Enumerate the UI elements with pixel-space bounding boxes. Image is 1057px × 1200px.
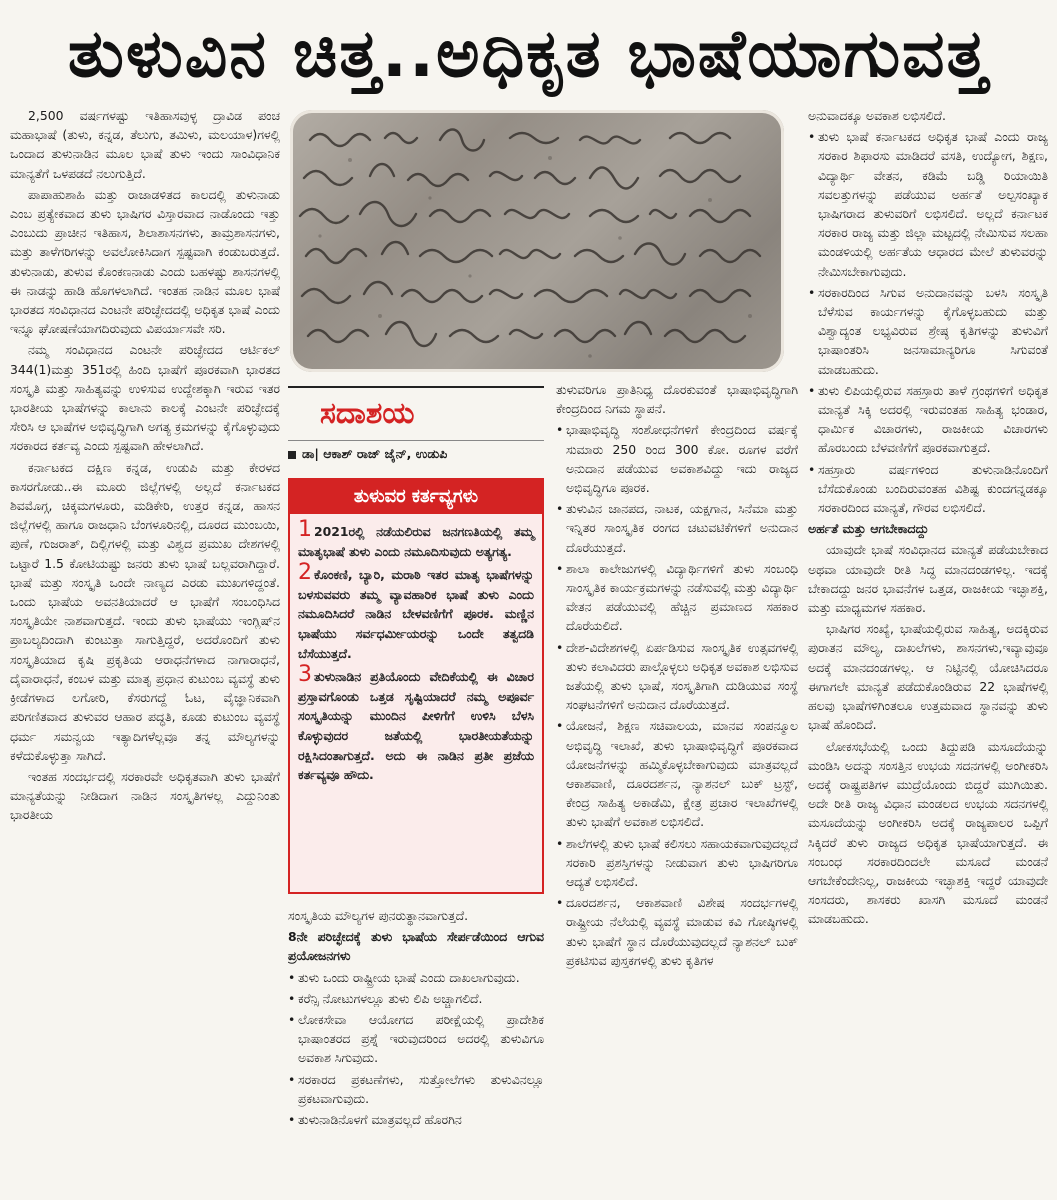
paragraph: ಸಂಸ್ಕೃತಿಯ ಮೌಲ್ಯಗಳ ಪುನರುತ್ಥಾನವಾಗುತ್ತದೆ. xyxy=(288,908,469,923)
benefit-item: • ಯೋಜನೆ, ಶಿಕ್ಷಣ ಸಚಿವಾಲಯ, ಮಾನವ ಸಂಪನ್ಮೂಲ ಅಭಿವೃದ್ಧಿ ಇಲಾಖೆ, ತುಳು ಭಾಷಾಭಿವೃದ್ಧಿಗೆ ಪೂರಕವಾದ ಯೋಜನೆಗಳನ್ನು ಹಮ್ಮಿಕೊಳ್ಳಬೇಕಾಗುವುದು ಮಾತ್ರವಲ್ಲದೆ ಆಕಾಶವಾಣಿ, ದೂರದರ್ಶನ, ನ್ಯಾಶನಲ್ ಬುಕ್ ಟ್ರಸ್ಟ್, ಕೇಂದ್ರ ಸಾಹಿತ್ಯ ಅಕಾಡೆಮಿ, ಕ್ಷೇತ್ರ ಪ್ರಚಾರ ಇಲಾಖೆಗಳಲ್ಲಿ ತುಳು ಭಾಷೆಗೆ ಅವಕಾಶ ಲಭಿಸಲಿದೆ. xyxy=(556,716,798,831)
duties-box xyxy=(288,478,544,894)
paragraph: ಪಾಪಾಹುಶಾಹಿ ಮತ್ತು ರಾಜಾಡಳಿತದ ಕಾಲದಲ್ಲಿ ತುಳುನಾಡು ಎಂಬ ಪ್ರತ್ಯೇಕವಾದ ತುಳು ಭಾಷಿಗರ ವಿಸ್ತಾರವಾದ ನಾಡೊಂದು ಇತ್ತು ಎಂಬುದು ಪ್ರಾಚೀನ ಇತಿಹಾಸ, ಶಿಲಾಶಾಸನಗಳು, ತಾಮ್ರಶಾಸನಗಳು, ಮತ್ತು ತಾಳೆಗರಿಗಳನ್ನು ಅವಲೋಕಿಸಿದಾಗ ಸ್ಪಷ್ಟವಾಗಿ ಕಂಡುಬರುತ್ತದೆ. ತುಳುನಾಡು, ತುಳುವ ಕೊಂಕಣನಾಡು ಎಂದು ಬಹಳಷ್ಟು ಶಾಸನಗಳಲ್ಲಿ ಈ ನಾಡನ್ನು ಹಾಡಿ ಹೊಗಳಲಾಗಿದೆ. ಇಂತಹ ನಾಡಿನ ಮೂಲ ಭಾಷೆ ಭಾರತದ ಸಂವಿಧಾನದ ಎಂಟನೇ ಪರಿಚ್ಛೇದದಲ್ಲಿ ಅಧಿಕೃತ ಭಾಷೆ ಎಂದು ಇನ್ನೂ ಘೋಷಣೆಯಾಗದಿರುವುದು ವಿಪರ್ಯಾಸವೇ ಸರಿ. xyxy=(10,186,280,337)
section-rule xyxy=(288,386,544,388)
duty-number: 2 xyxy=(298,560,312,586)
benefit-item: • ಭಾಷಾಭಿವೃದ್ಧಿ ಸಂಶೋಧನೆಗಳಿಗೆ ಕೇಂದ್ರದಿಂದ ವರ್ಷಕ್ಕೆ ಸುಮಾರು 250 ರಿಂದ 300 ಕೋ. ರೂಗಳ ವರೆಗೆ ಅನುದಾನ ಪಡೆಯುವ ಅವಕಾಶವಿದ್ದು ಇದು ರಾಜ್ಯದ ಅಭಿವೃದ್ಧಿಗೂ ಪೂರಕ. xyxy=(556,420,798,497)
benefit-item: • ಶಾಲೆಗಳಲ್ಲಿ ತುಳು ಭಾಷೆ ಕಲಿಸಲು ಸಹಾಯಕವಾಗುವುದಲ್ಲದೆ ಸರಕಾರಿ ಪ್ರಶಸ್ತಿಗಳನ್ನು ನೀಡುವಾಗ ತುಳು ಭಾಷಿಗರಿಗೂ ಆದ್ಯತೆ ಲಭಿಸಲಿದೆ. xyxy=(556,834,798,892)
duty-item xyxy=(298,560,534,663)
paragraph: ಭಾಷಿಗರ ಸಂಖ್ಯೆ, ಭಾಷೆಯಲ್ಲಿರುವ ಸಾಹಿತ್ಯ, ಅದಕ್ಕಿರುವ ಪುರಾತನ ಮೌಲ್ಯ, ದಾಖಲೆಗಳು, ಶಾಸನಗಳು,ಇವ್ಯಾವುವೂ ಅದಕ್ಕೆ ಮಾನದಂಡಗಳಲ್ಲ. ಆ ನಿಟ್ಟಿನಲ್ಲಿ ಯೋಚಿಸಿದರೂ ಈಗಾಗಲೇ ಮಾನ್ಯತೆ ಪಡೆದುಕೊಂಡಿರುವ 22 ಭಾಷೆಗಳಲ್ಲಿ ಹಲವು ಭಾಷೆಗಳಿಗಿಂತಲೂ ಉತ್ತಮವಾದ ಸ್ಥಾನವನ್ನು ತುಳು ಭಾಷೆ ಹೊಂದಿದೆ. xyxy=(808,621,1048,733)
duty-text: ತುಳುನಾಡಿನ ಪ್ರತಿಯೊಂದು ವೇದಿಕೆಯಲ್ಲಿ ಈ ವಿಚಾರ ಪ್ರಸ್ತಾವಗೊಂಡು ಒತ್ತಡ ಸೃಷ್ಟಿಯಾದರೆ ನಮ್ಮ ಅಪೂರ್ವ ಸಂಸ್ಕೃತಿಯನ್ನು ಮುಂದಿನ ಪೀಳಿಗೆಗೆ ಉಳಿಸಿ ಬೆಳಸಿ ಕೊಳ್ಳುವುದರ ಜತೆಯಲ್ಲಿ ಭಾರತೀಯತೆಯನ್ನು ರಕ್ಷಿಸಿದಂತಾಗುತ್ತದೆ. ಅದು ಈ ನಾಡಿನ ಪ್ರತೀ ಪ್ರಜೆಯ ಕರ್ತವ್ಯವೂ ಹೌದು. xyxy=(298,669,534,783)
benefit-item: • ತುಳು ಲಿಪಿಯಲ್ಲಿರುವ ಸಹಸ್ರಾರು ತಾಳೆ ಗ್ರಂಥಗಳಿಗೆ ಅಧಿಕೃತ ಮಾನ್ಯತೆ ಸಿಕ್ಕಿ ಅದರಲ್ಲಿ ಇರುವಂತಹ ಸಾಹಿತ್ಯ ಭಂಡಾರ, ಧಾರ್ಮಿಕ ವಿಚಾರಗಳು, ರಾಜಕೀಯ ವಿಚಾರಗಳು ಹೊರಬಂದು ಬೆಳವಣಿಗೆಗೆ ಪೂರಕವಾಗುತ್ತದೆ. xyxy=(808,381,1048,458)
paragraph: ಕರ್ನಾಟಕದ ದಕ್ಷಿಣ ಕನ್ನಡ, ಉಡುಪಿ ಮತ್ತು ಕೇರಳದ ಕಾಸರಗೋಡು..ಈ ಮೂರು ಜಿಲ್ಲೆಗಳಲ್ಲಿ ಅಲ್ಲದೆ ಕರ್ನಾಟಕದ ಶಿವಮೊಗ್ಗ, ಚಿಕ್ಕಮಗಳೂರು, ಮಡಿಕೇರಿ, ಉತ್ತರ ಕನ್ನಡ, ಹಾಸನ ಜಿಲ್ಲೆಗಳಲ್ಲಿ ಹಾಗೂ ರಾಜಧಾನಿ ಬೆಂಗಳೂರಿನಲ್ಲಿ, ದೂರದ ಮುಂಬಯಿ, ಪುಣೆ, ಗುಜರಾತ್, ದಿಲ್ಲಿಗಳಲ್ಲಿ ಮತ್ತು ವಿಶ್ವದ ಪ್ರಮುಖ ದೇಶಗಳಲ್ಲಿ ಒಟ್ಟಾರೆ 1.5 ಕೋಟಿಯಷ್ಟು ಜನರು ತುಳು ಭಾಷೆ ಬಲ್ಲವರಾಗಿದ್ದಾರೆ. ಭಾಷೆ ಮತ್ತು ಸಂಸ್ಕೃತಿ ಒಂದೇ ನಾಣ್ಯದ ಎರಡು ಮುಖಗಳಿದ್ದಂತೆ. ಒಂದು ಭಾಷೆಯ ಅವನತಿಯಾದರೆ ಆ ಭಾಷೆಗೆ ಸಂಬಂಧಿಸಿದ ಸಂಸ್ಕೃತಿಯೇ ನಾಶವಾಗುತ್ತದೆ. ಇಂದು ತುಳು ಭಾಷೆಯು ಇಂಗ್ಲಿಷ್‌ನ ಪ್ರಾಬಲ್ಯದಿಂದಾಗಿ ಕುಂಟುತ್ತಾ ಸಾಗುತ್ತಿದ್ದರೆ, ಅದರೊಂದಿಗೆ ತುಳು ಸಂಸ್ಕೃತಿಯಾದ ಕೃಷಿ ಪ್ರಕೃತಿಯ ಆರಾಧನೆಗಳಾದ ನಾಗಾರಾಧನೆ, ದೈವಾರಾಧನೆ, ಕಂಬಳ ಮತ್ತು ಮಾತೃ ಪ್ರಧಾನ ಕುಟುಂಬ ವ್ಯವಸ್ಥೆ ತುಳು ಕ್ರೀಡೆಗಳಾದ ಲಗೋರಿ, ಕೆಸರುಗದ್ದೆ ಓಟ, ವೈಜ್ಞಾನಿಕವಾಗಿ ಪರಿಗಣಿತವಾದ ತುಳುವರ ಆಹಾರ ಪದ್ಧತಿ, ಕೂಡು ಕುಟುಂಬ ವ್ಯವಸ್ಥೆ ಧರ್ಮ ಸಮನ್ವಯ ಇತ್ಯಾದಿಗಳೆಲ್ಲವೂ ತನ್ನ ಮೌಲ್ಯಗಳನ್ನು ಕಳೆದುಕೊಳ್ಳುತ್ತಾ ಸಾಗಿದೆ. xyxy=(10,459,280,763)
benefit-item: • ತುಳು ಭಾಷೆ ಕರ್ನಾಟಕದ ಅಧಿಕೃತ ಭಾಷೆ ಎಂದು ರಾಜ್ಯ ಸರಕಾರ ಶಿಫಾರಸು ಮಾಡಿದರೆ ವಸತಿ, ಉದ್ಯೋಗ, ಶಿಕ್ಷಣ, ವಿದ್ಯಾರ್ಥಿ ವೇತನ, ಕಡಿಮೆ ಬಡ್ಡಿ ರಿಯಾಯಿತಿ ಸವಲತ್ತುಗಳನ್ನು ಪಡೆಯುವ ಅರ್ಹತೆ ಅಲ್ಪಸಂಖ್ಯಾಕ ಭಾಷಿಗರಾದ ತುಳುವರಿಗೆ ಲಭಿಸಲಿದೆ. ಅಲ್ಲದೆ ಕರ್ನಾಟಕ ಸರಕಾರ ರಾಜ್ಯ ಮತ್ತು ಜಿಲ್ಲಾ ಮಟ್ಟದಲ್ಲಿ ನೇಮಿಸುವ ಸಲಹಾ ಮಂಡಳಿಯಲ್ಲಿ ಅರ್ಹತೆಯ ಆಧಾರದ ಮೇಲೆ ತುಳುವರನ್ನು ನೇಮಿಸಬೇಕಾಗುವುದು. xyxy=(808,127,1048,281)
duty-item xyxy=(298,662,534,785)
paragraph: ನಮ್ಮ ಸಂವಿಧಾನದ ಎಂಟನೇ ಪರಿಚ್ಛೇದದ ಆರ್ಟಿಕಲ್ 344(1)ಮತ್ತು 351ರಲ್ಲಿ ಹಿಂದಿ ಭಾಷೆಗೆ ಪೂರಕವಾಗಿ ಭಾರತದ ಸಂಸ್ಕೃತಿ ಮತ್ತು ಸಾಹಿತ್ಯವನ್ನು ಉಳಿಸುವ ಉದ್ದೇಶಕ್ಕಾಗಿ ಇರುವ ಇತರ ಭಾರತೀಯ ಭಾಷೆಗಳನ್ನು ಕಾಲಾನು ಕಾಲಕ್ಕೆ ಎಂಟನೇ ಪರಿಚ್ಛೇದಕ್ಕೆ ಸೇರಿಸಿ ಆ ಭಾಷೆಗಳ ಅಭಿವೃದ್ಧಿಗಾಗಿ ಅಗತ್ಯ ಕ್ರಮಗಳನ್ನು ಕೈಗೊಳ್ಳುವುದು ಸರಕಾರದ ಕರ್ತವ್ಯ ಎಂದು ಸ್ಪಷ್ಟವಾಗಿ ಹೇಳಲಾಗಿದೆ. xyxy=(10,342,280,454)
article-column-1 xyxy=(10,106,280,1191)
benefit-item: • ಲೋಕಸೇವಾ ಆಯೋಗದ ಪರೀಕ್ಷೆಯಲ್ಲಿ ಪ್ರಾದೇಶಿಕ ಭಾಷಾಂತರದ ಪ್ರಶ್ನೆ ಇರುವುದರಿಂದ ಅದರಲ್ಲಿ ತುಳುವಿಗೂ ಅವಕಾಶ ಸಿಗುವುದು. xyxy=(288,1010,544,1068)
headline: ತುಳುವಿನ ಚಿತ್ತ..ಅಧಿಕೃತ ಭಾಷೆಯಾಗುವತ್ತ xyxy=(67,14,990,92)
benefit-item: • ತುಳುವಿನ ಜಾನಪದ, ನಾಟಕ, ಯಕ್ಷಗಾನ, ಸಿನೆಮಾ ಮತ್ತು ಇನ್ನಿತರ ಸಾಂಸ್ಕೃತಿಕ ರಂಗದ ಚಟುವಟಿಕೆಗಳಿಗೆ ಅನುದಾನ ದೊರೆಯುತ್ತದೆ. xyxy=(556,499,798,557)
eligibility-subheading: ಅರ್ಹತೆ ಮತ್ತು ಆಗಬೇಕಾದದ್ದು xyxy=(808,521,929,537)
benefit-item: • ಸರಕಾರದ ಪ್ರಕಟಣೆಗಳು, ಸುತ್ತೋಲೆಗಳು ತುಳುವಿನಲ್ಲೂ ಪ್ರಕಟವಾಗುವುದು. xyxy=(288,1070,544,1108)
benefit-item: • ಶಾಲಾ ಕಾಲೇಜುಗಳಲ್ಲಿ ವಿದ್ಯಾರ್ಥಿಗಳಿಗೆ ತುಳು ಸಂಬಂಧಿ ಸಾಂಸ್ಕೃತಿಕ ಕಾರ್ಯಕ್ರಮಗಳನ್ನು ನಡೆಸುವಲ್ಲಿ ಮತ್ತು ವಿದ್ಯಾರ್ಥಿ ವೇತನ ಪಡೆಯುವಲ್ಲಿ ಹೆಚ್ಚಿನ ಪ್ರಮಾಣದ ಸಹಕಾರ ದೊರೆಯಲಿದೆ. xyxy=(556,559,798,636)
article-column-2 xyxy=(288,906,544,1191)
benefit-item: • ದೂರದರ್ಶನ, ಆಕಾಶವಾಣಿ ವಿಶೇಷ ಸಂದರ್ಭಗಳಲ್ಲಿ ರಾಷ್ಟ್ರೀಯ ನೆಲೆಯಲ್ಲಿ ವ್ಯವಸ್ಥೆ ಮಾಡುವ ಕವಿ ಗೋಷ್ಠಿಗಳಲ್ಲಿ ತುಳು ಭಾಷೆಗೆ ಸ್ಥಾನ ದೊರೆಯುವುದಲ್ಲದೆ ನ್ಯಾಶನಲ್ ಬುಕ್ ಪ್ರಕಟಿಸುವ ಪುಸ್ತಕಗಳಲ್ಲಿ ತುಳು ಕೃತಿಗಳ xyxy=(556,893,798,970)
inscription-photo xyxy=(290,110,784,372)
benefit-item: • ದೇಶ-ವಿದೇಶಗಳಲ್ಲಿ ಏರ್ಪಡಿಸುವ ಸಾಂಸ್ಕೃತಿಕ ಉತ್ಸವಗಳಲ್ಲಿ ತುಳು ಕಲಾವಿದರು ಪಾಲ್ಗೊಳ್ಳಲು ಅಧಿಕೃತ ಅವಕಾಶ ಲಭಿಸುವ ಜತೆಯಲ್ಲಿ ತುಳು ಭಾಷೆ, ಸಂಸ್ಕೃತಿಗಾಗಿ ದುಡಿಯುವ ಸಂಸ್ಥೆ ಸಂಘಟನೆಗಳಿಗೆ ಅನುದಾನ ದೊರೆಯುತ್ತದೆ. xyxy=(556,638,798,715)
article-column-3 xyxy=(556,380,798,1192)
author-byline xyxy=(288,446,544,468)
paragraph: ತುಳುವರಿಗೂ ಪ್ರಾತಿನಿಧ್ಯ ದೊರಕುವಂತೆ ಭಾಷಾಭಿವೃದ್ಧಿಗಾಗಿ ಕೇಂದ್ರದಿಂದ ನಿಗಮ ಸ್ಥಾಪನೆ. xyxy=(556,382,798,417)
paragraph: ಇಂತಹ ಸಂದರ್ಭದಲ್ಲಿ ಸರಕಾರವೇ ಅಧಿಕೃತವಾಗಿ ತುಳು ಭಾಷೆಗೆ ಮಾನ್ಯತೆಯನ್ನು ನೀಡಿದಾಗ ನಾಡಿನ ಸಂಸ್ಕೃತಿಗಳಲ್ಲ ಎದ್ದುನಿಂತು ಭಾರತೀಯ xyxy=(10,768,280,823)
article-column-4 xyxy=(808,106,1048,1191)
duty-text: 2021ರಲ್ಲಿ ನಡೆಯಲಿರುವ ಜನಗಣತಿಯಲ್ಲಿ ತಮ್ಮ ಮಾತೃಭಾಷೆ ತುಳು ಎಂದು ನಮೂದಿಸುವುದು ಅತ್ಯಗತ್ಯ. xyxy=(298,524,534,559)
duty-number: 1 xyxy=(298,517,312,542)
benefits-subheading: 8ನೇ ಪರಿಚ್ಛೇದಕ್ಕೆ ತುಳು ಭಾಷೆಯ ಸೇರ್ಪಡೆಯಿಂದ ಆಗುವ ಪ್ರಯೋಜನಗಳು xyxy=(288,929,544,964)
duties-box-body xyxy=(298,517,534,787)
duty-text: ಕೊಂಕಣಿ, ಬ್ಯಾರಿ, ಮರಾಠಿ ಇತರ ಮಾತೃ ಭಾಷೆಗಳನ್ನು ಬಳಸುವವರು ತಮ್ಮ ವ್ಯಾವಹಾರಿಕ ಭಾಷೆ ತುಳು ಎಂದು ನಮೂದಿಸಿದರೆ ನಾಡಿನ ಬೇಳವಣಿಗೆಗೆ ಪೂರಕ. ಮಣ್ಣಿನ ಭಾಷೆಯು ಸರ್ವಧರ್ಮೀಯರನ್ನು ಒಂದೇ ತತ್ವದಡಿ ಬೆಸೆಯುತ್ತದೆ. xyxy=(298,567,534,661)
paragraph: ಅನುವಾದಕ್ಕೂ ಅವಕಾಶ ಲಭಿಸಲಿದೆ. xyxy=(808,108,946,123)
paragraph: ಲೋಕಸಭೆಯಲ್ಲಿ ಒಂದು ತಿದ್ದುಪಡಿ ಮಸೂದೆಯನ್ನು ಮಂಡಿಸಿ ಅದನ್ನು ಸಂಸತ್ತಿನ ಉಭಯ ಸದನಗಳಲ್ಲಿ ಅಂಗೀಕರಿಸಿ ಅದಕ್ಕೆ ರಾಷ್ಟ್ರಪತಿಗಳ ಮುದ್ರೆಯೊಂದು ಬಿದ್ದರೆ ಮುಗಿಯಿತು. ಅದೇ ರೀತಿ ರಾಜ್ಯ ವಿಧಾನ ಮಂಡಲದ ಉಭಯ ಸದನಗಳಲ್ಲಿ ಮಸೂದೆಯನ್ನು ಅಂಗೀಕರಿಸಿ ಅದಕ್ಕೆ ರಾಜ್ಯಪಾಲರ ಒಪ್ಪಿಗೆ ಸಿಕ್ಕಿದರೆ ತುಳು ರಾಜ್ಯದ ಅಧಿಕೃತ ಭಾಷೆಯಾಗುತ್ತದೆ. ಈ ಸಂಬಂಧ ಸರಕಾರದಿಂದಲೇ ಮಸೂದೆ ಮಂಡನೆ ಆಗಬೇಕೆಂದೇನಿಲ್ಲ, ರಾಜಕೀಯ ಇಚ್ಛಾಶಕ್ತಿ ಇದ್ದರೆ ಯಾವುದೇ ಸಂಸದರು, ಶಾಸಕರು ಖಾಸಗಿ ಮಸೂದೆ ಮಂಡನೆ ಮಾಡಬಹುದು. xyxy=(808,738,1048,927)
duty-item xyxy=(298,517,534,561)
section-rule xyxy=(288,440,544,441)
benefit-item: • ಸರಕಾರದಿಂದ ಸಿಗುವ ಅನುದಾನವನ್ನು ಬಳಸಿ ಸಂಸ್ಕೃತಿ ಬೆಳೆಸುವ ಕಾರ್ಯಗಳನ್ನು ಕೈಗೊಳ್ಳಬಹುದು ಮತ್ತು ವಿಶ್ವಾದ್ಯಂತ ಲಭ್ಯವಿರುವ ಶ್ರೇಷ್ಠ ಕೃತಿಗಳನ್ನು ತುಳುವಿಗೆ ಭಾಷಾಂತರಿಸಿ ಜನಸಾಮಾನ್ಯರಿಗೂ ಸಿಗುವಂತೆ ಮಾಡಬಹುದು. xyxy=(808,283,1048,379)
paragraph: 2,500 ವರ್ಷಗಳಷ್ಟು ಇತಿಹಾಸವುಳ್ಳ ದ್ರಾವಿಡ ಪಂಚ ಮಹಾಭಾಷೆ (ತುಳು, ಕನ್ನಡ, ತೆಲುಗು, ತಮಿಳು, ಮಲಯಾಳ)ಗಳಲ್ಲಿ ಒಂದಾದ ತುಳುನಾಡಿನ ಮೂಲ ಭಾಷೆ ತುಳು ಇಂದು ಸಾಂವಿಧಾನಿಕ ಮಾನ್ಯತೆಗೆ ಒಳಪಡದೆ ನಲುಗುತ್ತಿದೆ. xyxy=(10,108,280,181)
paragraph: ಯಾವುದೇ ಭಾಷೆ ಸಂವಿಧಾನದ ಮಾನ್ಯತೆ ಪಡೆಯಬೇಕಾದ ಅಥವಾ ಯಾವುದೇ ರೀತಿ ಸಿದ್ಧ ಮಾನದಂಡಗಳಿಲ್ಲ. ಇದಕ್ಕೆ ಬೇಕಾದದ್ದು ಜನರ ಭಾವನೆಗಳ ಒತ್ತಡ, ರಾಜಕೀಯ ಇಚ್ಛಾಶಕ್ತಿ, ಮತ್ತು ಮಾಧ್ಯಮಗಳ ಸಹಕಾರ. xyxy=(808,542,1048,616)
column-name: ಸದಾಶಯ xyxy=(320,396,415,431)
inscription-texture xyxy=(290,110,784,372)
duty-number: 3 xyxy=(298,662,312,688)
benefit-item: • ತುಳುನಾಡಿನೊಳಗೆ ಮಾತ್ರವಲ್ಲದೆ ಹೊರಗಿನ xyxy=(288,1110,544,1129)
duties-box-title: ತುಳುವರ ಕರ್ತವ್ಯಗಳು xyxy=(290,480,542,514)
square-bullet-icon xyxy=(288,451,296,459)
author-name: ಡಾ| ಆಕಾಶ್ ರಾಜ್ ಜೈನ್, ಉಡುಪಿ xyxy=(302,446,448,461)
benefit-item: • ಸಹಸ್ರಾರು ವರ್ಷಗಳಿಂದ ತುಳುನಾಡಿನೊಂದಿಗೆ ಬೆಸೆದುಕೊಂಡು ಬಂದಿರುವಂತಹ ವಿಶಿಷ್ಟ ಕುಂದಗನ್ನಡಕ್ಕೂ ಸರಕಾರದಿಂದ ಮಾನ್ಯತೆ, ಗೌರವ ಲಭಿಸಲಿದೆ. xyxy=(808,460,1048,518)
benefit-item: • ತುಳು ಒಂದು ರಾಷ್ಟ್ರೀಯ ಭಾಷೆ ಎಂದು ದಾಖಲಾಗುವುದು. xyxy=(288,968,544,987)
benefit-item: • ಕರೆನ್ಸಿ ನೋಟುಗಳಲ್ಲೂ ತುಳು ಲಿಪಿ ಅಚ್ಚಾಗಲಿದೆ. xyxy=(288,989,544,1008)
